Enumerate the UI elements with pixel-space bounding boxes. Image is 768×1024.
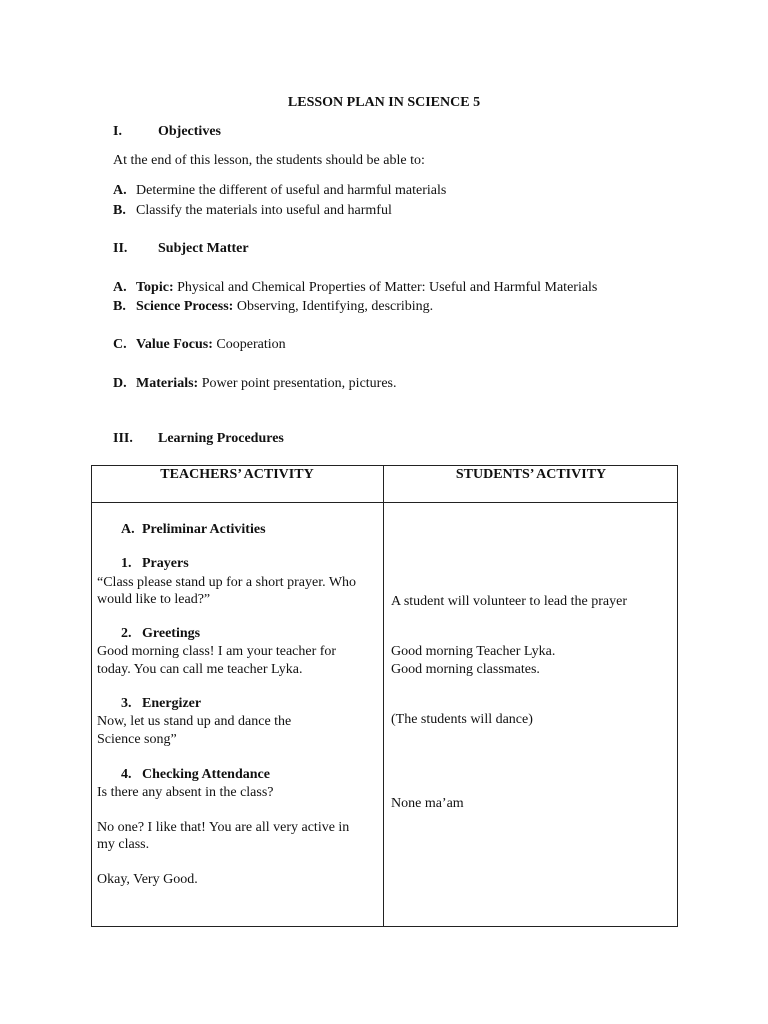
subject-label-science-process: Science Process: (136, 299, 234, 314)
teacher-greetings-line-1: Good morning class! I am your teacher for (97, 644, 337, 659)
teacher-greetings-line-2: today. You can call me teacher Lyka. (97, 662, 303, 677)
teacher-attendance-line-1: Is there any absent in the class? (97, 785, 274, 800)
student-prayers-line-1: A student will volunteer to lead the prayer (391, 594, 627, 609)
student-greetings-line-1: Good morning Teacher Lyka. (391, 644, 556, 659)
subject-item-materials (136, 375, 397, 393)
subject-matter-numeral: II. (113, 241, 128, 256)
table-column-divider (383, 465, 384, 927)
section-letter: A. (121, 522, 135, 537)
objective-text-b: Classify the materials into useful and harmful (136, 203, 392, 218)
student-energizer-line-1: (The students will dance) (391, 712, 533, 727)
objective-letter-b: B. (113, 203, 126, 218)
subject-value-value-focus: Cooperation (212, 337, 286, 352)
subject-item-topic (136, 279, 597, 297)
subject-label-materials: Materials: (136, 376, 199, 391)
step-title-checking-attendance: Checking Attendance (142, 767, 270, 782)
subject-label-value-focus: Value Focus: (136, 337, 213, 352)
step-number-2: 2. (121, 626, 132, 641)
section-title: Preliminar Activities (142, 522, 266, 537)
teacher-extra-line-2: my class. (97, 837, 150, 852)
step-title-energizer: Energizer (142, 696, 202, 711)
step-number-1: 1. (121, 556, 132, 571)
teachers-activity-header: TEACHERS’ ACTIVITY (160, 467, 314, 482)
objectives-numeral: I. (113, 124, 122, 139)
step-number-4: 4. (121, 767, 132, 782)
objectives-heading: Objectives (158, 124, 221, 139)
subject-value-science-process: Observing, Identifying, describing. (233, 299, 434, 314)
procedures-heading: Learning Procedures (158, 431, 284, 446)
objective-text-a: Determine the different of useful and harmful materials (136, 183, 447, 198)
subject-item-value-focus (136, 336, 286, 354)
teacher-prayers-line-2: would like to lead?” (97, 592, 211, 607)
subject-letter-a: A. (113, 280, 127, 295)
procedures-numeral: III. (113, 431, 133, 446)
subject-item-science-process (136, 298, 433, 316)
teacher-extra-line-1: No one? I like that! You are all very active in (97, 820, 350, 835)
page-title: LESSON PLAN IN SCIENCE 5 (287, 95, 481, 110)
subject-label-topic: Topic: (136, 280, 174, 295)
subject-letter-d: D. (113, 376, 127, 391)
step-title-greetings: Greetings (142, 626, 201, 641)
subject-letter-b: B. (113, 299, 126, 314)
teacher-prayers-line-1: “Class please stand up for a short prayer. Who (97, 575, 357, 590)
subject-value-topic: Physical and Chemical Properties of Matter: Useful and Harmful Materials (173, 280, 598, 295)
subject-value-materials: Power point presentation, pictures. (198, 376, 397, 391)
student-attendance-line-1: None ma’am (391, 796, 464, 811)
subject-letter-c: C. (113, 337, 127, 352)
students-activity-header: STUDENTS’ ACTIVITY (455, 467, 607, 482)
student-greetings-line-2: Good morning classmates. (391, 662, 540, 677)
objective-letter-a: A. (113, 183, 127, 198)
step-title-prayers: Prayers (142, 556, 189, 571)
subject-matter-heading: Subject Matter (158, 241, 249, 256)
table-header-divider (91, 502, 678, 503)
step-number-3: 3. (121, 696, 132, 711)
teacher-energizer-line-1: Now, let us stand up and dance the (97, 714, 292, 729)
teacher-extra-line-3: Okay, Very Good. (97, 872, 198, 887)
teacher-energizer-line-2: Science song” (97, 732, 177, 747)
objectives-intro: At the end of this lesson, the students should be able to: (113, 153, 425, 168)
